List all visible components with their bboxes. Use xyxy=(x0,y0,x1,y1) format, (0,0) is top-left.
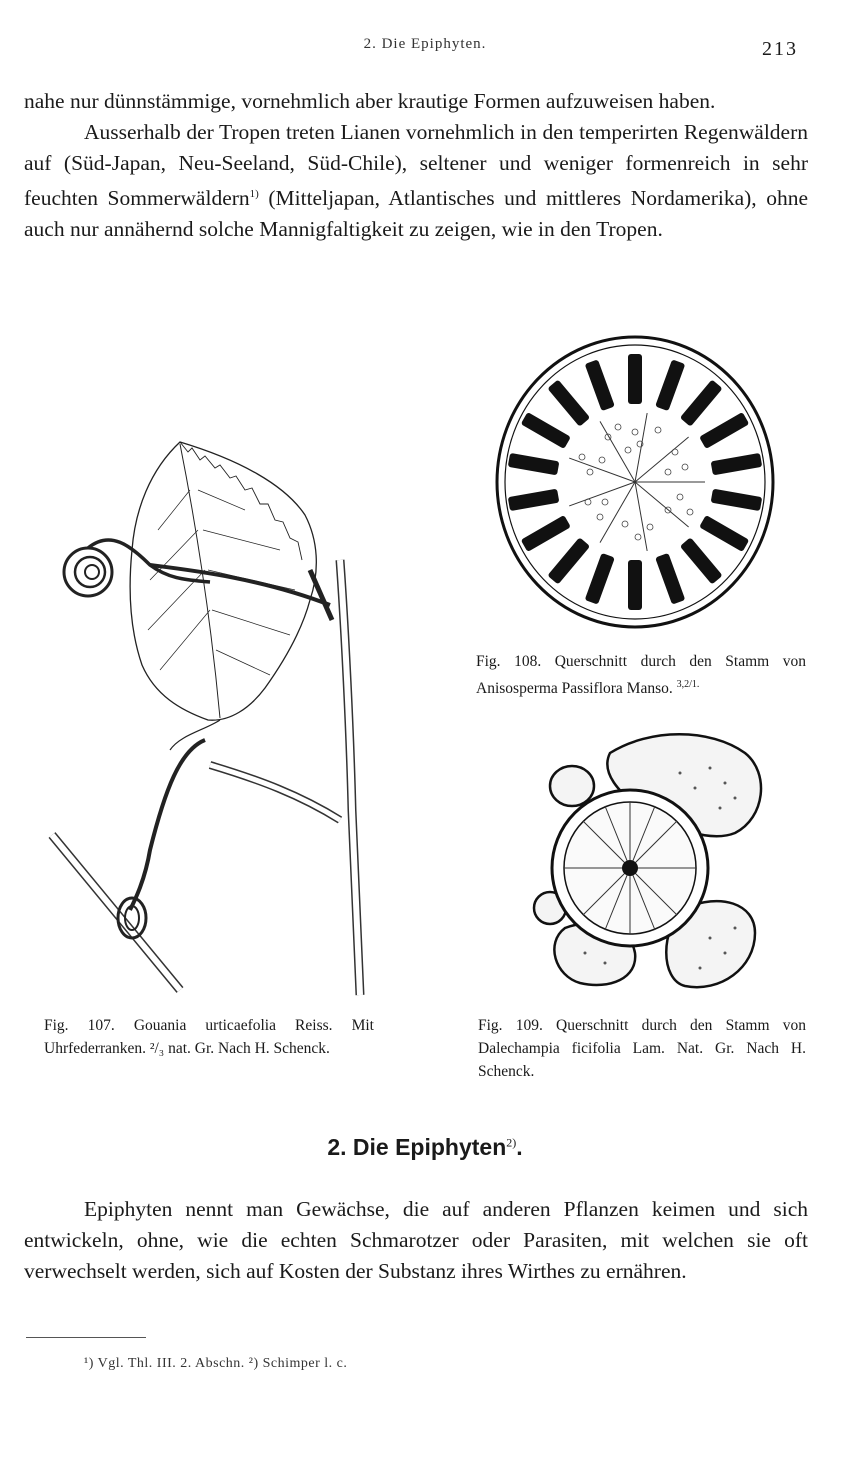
paragraph-2-rest: (Mitteljapan, Atlantisches und mittleres Nordamerika), ohne auch nur annähernd solche Mannigfaltigkeit zu zeigen, wie in den Tropen. xyxy=(24,186,808,242)
section-paragraph: Epiphyten nennt man Gewächse, die auf anderen Pflanzen keimen und sich entwickeln, ohne, wie die echten Schmarotzer oder Parasiten, mit welchen sie oft verwechselt werden, sich auf Kosten der Substanz ihres Wirthes zu ernähren. xyxy=(24,1197,808,1283)
fig107-caption: Fig. 107. Gouania urticaefolia Reiss. Mit Uhrfederranken. ²/₃ nat. Gr. Nach H. Schenck. xyxy=(44,1017,374,1057)
fig109-caption: Fig. 109. Querschnitt durch den Stamm von Dalechampia ficifolia Lam. Nat. Gr. Nach H. Schenck. xyxy=(478,1017,806,1080)
running-head: 2. Die Epiphyten. xyxy=(363,36,487,52)
footnote-divider xyxy=(26,1337,146,1338)
body-text-bottom xyxy=(24,1194,808,1287)
paragraph-2 xyxy=(24,117,808,245)
paragraph-1: nahe nur dünnstämmige, vornehmlich aber krautige Formen aufzuweisen haben. xyxy=(24,89,716,113)
fig108-cross-section-illustration xyxy=(490,332,780,632)
section-heading-text: 2. Die Epiphyten xyxy=(327,1134,507,1160)
fig108-caption xyxy=(476,650,806,700)
paragraph-2-text: Ausserhalb der Tropen treten Lianen vornehmlich in den temperirten Regenwäldern auf (Süd-Japan, Neu-Seeland, Süd-Chile), seltener und weniger formenreich in sehr feuchten Sommerwäldern xyxy=(24,120,808,211)
section-heading xyxy=(0,1134,850,1161)
fig109-cross-section-illustration xyxy=(520,728,790,1008)
page-number: 213 xyxy=(762,38,798,60)
body-text-top xyxy=(24,86,808,245)
fig108-scale: 3,2/1. xyxy=(676,679,700,690)
section-heading-end: . xyxy=(516,1134,523,1160)
footnote-ref-2: 2) xyxy=(506,1135,517,1150)
footnote-ref-1: 1) xyxy=(249,188,259,200)
footnotes: ¹) Vgl. Thl. III. 2. Abschn. ²) Schimper l. c. xyxy=(84,1356,348,1371)
fig107-gouania-illustration xyxy=(40,430,380,1010)
fig108-caption-text: Fig. 108. Querschnitt durch den Stamm von Anisosperma Passiflora Manso. xyxy=(476,653,806,697)
